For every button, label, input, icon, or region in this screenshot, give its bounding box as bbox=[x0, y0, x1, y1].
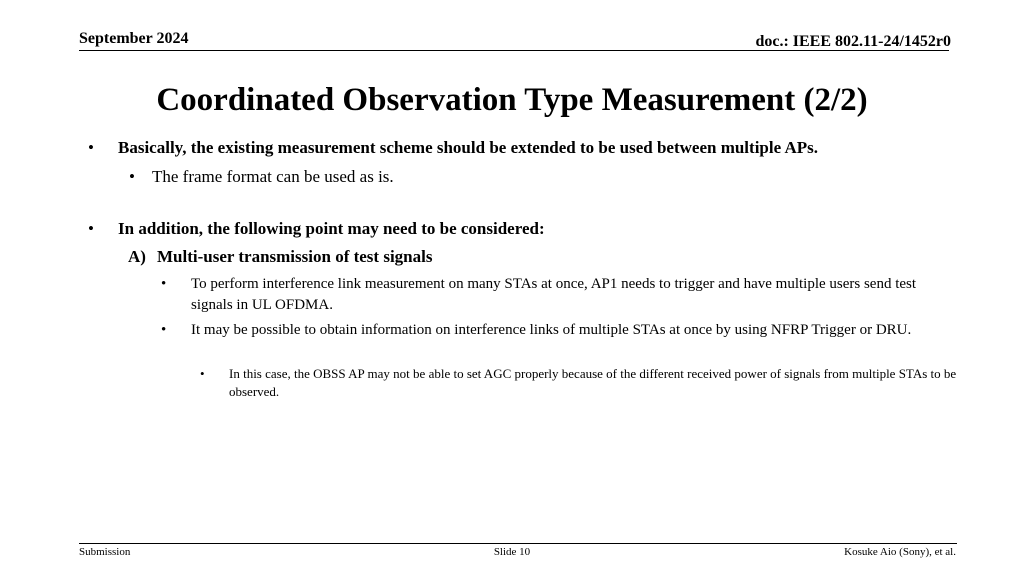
bullet-2-text: In addition, the following point may need to be considered: bbox=[118, 219, 545, 238]
bullet-marker: • bbox=[129, 167, 135, 186]
bullet-marker: • bbox=[88, 138, 94, 157]
header-date: September 2024 bbox=[79, 30, 189, 47]
bullet-1-text: Basically, the existing measurement scheme should be extended to be used between multiple APs. bbox=[118, 138, 818, 157]
header-doc-id: doc.: IEEE 802.11-24/1452r0 bbox=[755, 33, 951, 50]
item-a-marker: A) bbox=[128, 247, 146, 266]
footer-submission: Submission bbox=[79, 546, 131, 558]
sub-bullet-2-text: It may be possible to obtain information on interference links of multiple STAs at once by using NFRP Trigger or DRU. bbox=[191, 322, 912, 338]
footer-author: Kosuke Aio (Sony), et al. bbox=[844, 546, 956, 558]
bullet-marker: • bbox=[88, 219, 94, 238]
bullet-marker: • bbox=[200, 366, 205, 381]
footer-slide-number: Slide 10 bbox=[493, 546, 531, 558]
bullet-1-sub-text: The frame format can be used as is. bbox=[152, 167, 394, 186]
slide-title: Coordinated Observation Type Measurement (2/2) bbox=[156, 82, 868, 118]
sub-bullet-1-text: To perform interference link measurement on many STAs at once, AP1 needs to trigger and have multiple users send test signals in UL OFDMA. bbox=[191, 276, 917, 313]
bullet-marker: • bbox=[161, 322, 167, 338]
sub-sub-bullet-text: In this case, the OBSS AP may not be able to set AGC properly because of the different received power of signals from multiple STAs to be observed. bbox=[229, 366, 957, 399]
footer-divider bbox=[79, 543, 957, 544]
item-a-text: Multi-user transmission of test signals bbox=[157, 247, 433, 266]
bullet-marker: • bbox=[161, 276, 167, 292]
